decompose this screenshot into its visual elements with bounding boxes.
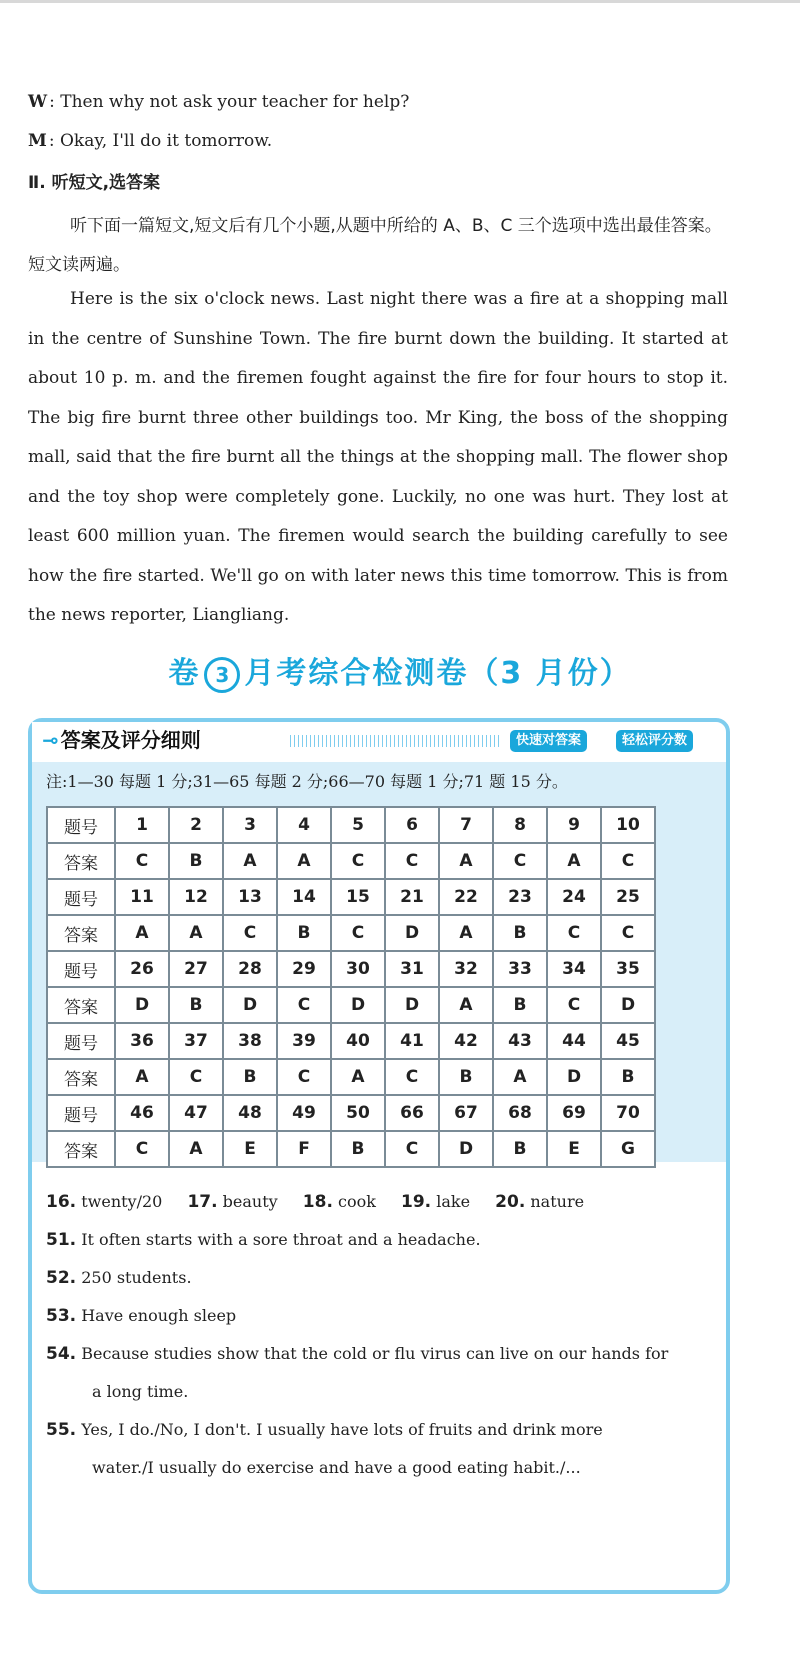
table-cell: 15 [331,879,385,915]
table-row [47,1059,655,1095]
table-cell: C [277,987,331,1023]
table-cell: 26 [115,951,169,987]
table-cell: 34 [547,951,601,987]
table-cell: B [223,1059,277,1095]
table-row [47,1095,655,1131]
listening-passage: Here is the six o'clock news. Last night there was a fire at a shopping mall in the centre of Sunshine Town. The fire burnt down the building. It started at about 10 p. m. and the firemen fought against the fire for four hours to stop it. The big fire burnt three other buildings too. Mr King, the boss of the shopping mall, said that the fire burnt all the things at the shopping mall. The flower shop and the toy shop were completely gone. Luckily, no one was hurt. They lost at least 600 million yuan. The firemen would search the building carefully to see how the fire started. We'll go on with later news this time tomorrow. This is from the news reporter, Liangliang. [28,289,728,625]
scoring-note: 注:1—30 每题 1 分;31—65 每题 2 分;66—70 每题 1 分;71 题 15 分。 [46,772,568,791]
table-cell: A [493,1059,547,1095]
table-cell: D [439,1131,493,1167]
question-number: 17. [187,1192,218,1212]
answer-table-area [32,762,726,1162]
dialogue-text: Then why not ask your teacher for help? [60,92,410,112]
speaker-label: W [28,92,48,112]
table-cell: 49 [277,1095,331,1131]
table-cell: C [385,843,439,879]
table-cell: 35 [601,951,655,987]
table-cell: C [277,1059,331,1095]
table-cell: B [493,987,547,1023]
table-cell: 43 [493,1023,547,1059]
answer-text: Because studies show that the cold or flu virus can live on our hands for [81,1344,669,1363]
easy-score-badge: 轻松评分数 [616,730,693,752]
answer-line-53 [46,1306,236,1326]
answer-text: It often starts with a sore throat and a headache. [81,1230,481,1249]
table-cell: 38 [223,1023,277,1059]
table-cell: A [169,1131,223,1167]
table-cell: A [547,843,601,879]
table-cell: F [277,1131,331,1167]
question-number: 54. [46,1344,77,1364]
paper-title-prefix: 卷 [168,656,201,691]
table-cell: 13 [223,879,277,915]
table-cell: B [439,1059,493,1095]
table-cell: 33 [493,951,547,987]
question-number: 19. [401,1192,432,1212]
table-cell: D [115,987,169,1023]
table-cell: E [547,1131,601,1167]
table-cell: C [493,843,547,879]
table-cell: 50 [331,1095,385,1131]
table-cell: 41 [385,1023,439,1059]
panel-header [32,722,726,758]
answer-text: lake [436,1192,471,1211]
row-label: 题号 [47,951,115,987]
table-cell: 70 [601,1095,655,1131]
pointer-arrow-icon: ⊸ [42,728,59,752]
table-cell: 21 [385,879,439,915]
table-cell: A [439,915,493,951]
question-number: 52. [46,1268,77,1288]
table-cell: C [601,843,655,879]
paper-title [0,648,800,693]
table-cell: 47 [169,1095,223,1131]
table-cell: 69 [547,1095,601,1131]
table-cell: 45 [601,1023,655,1059]
table-cell: 36 [115,1023,169,1059]
table-cell: 22 [439,879,493,915]
table-cell: A [115,1059,169,1095]
table-cell: 48 [223,1095,277,1131]
table-cell: C [115,1131,169,1167]
table-row [47,951,655,987]
table-cell: C [385,1059,439,1095]
table-cell: C [385,1131,439,1167]
table-cell: 40 [331,1023,385,1059]
table-cell: 28 [223,951,277,987]
answer-line-51 [46,1230,481,1250]
table-cell: 44 [547,1023,601,1059]
row-label: 题号 [47,1023,115,1059]
question-number: 18. [302,1192,333,1212]
paper-number-circle: 3 [204,657,240,693]
panel-heading [32,722,219,758]
table-cell: 27 [169,951,223,987]
table-cell: 24 [547,879,601,915]
table-cell: 12 [169,879,223,915]
answer-text: Have enough sleep [81,1306,237,1325]
table-cell: 9 [547,807,601,843]
table-row [47,879,655,915]
table-cell: A [277,843,331,879]
answer-line-55 [46,1420,603,1440]
answer-text: cook [338,1192,376,1211]
table-cell: E [223,1131,277,1167]
table-cell: C [331,915,385,951]
table-cell: B [277,915,331,951]
table-cell: C [115,843,169,879]
table-cell: A [439,843,493,879]
table-cell: 29 [277,951,331,987]
dialogue-line-w: W : Then why not ask your teacher for help? [28,92,410,112]
table-cell: 5 [331,807,385,843]
instruction-text: 听下面一篇短文,短文后有几个小题,从题中所给的 A、B、C 三个选项中选出最佳答案。短文读两遍。 [28,216,722,275]
answer-line-16-20 [46,1192,604,1212]
table-cell: B [331,1131,385,1167]
table-cell: 4 [277,807,331,843]
question-number: 53. [46,1306,77,1326]
dialogue-text: Okay, I'll do it tomorrow. [59,131,273,151]
question-number: 16. [46,1192,77,1212]
table-cell: C [169,1059,223,1095]
question-number: 51. [46,1230,77,1250]
answer-text: 250 students. [81,1268,192,1287]
table-cell: 3 [223,807,277,843]
table-cell: B [601,1059,655,1095]
table-row [47,1023,655,1059]
table-cell: A [169,915,223,951]
answer-panel [28,718,730,1594]
table-row [47,915,655,951]
table-cell: B [493,915,547,951]
table-cell: 66 [385,1095,439,1131]
table-cell: 31 [385,951,439,987]
table-cell: 37 [169,1023,223,1059]
answer-line-55-cont: water./I usually do exercise and have a good eating habit./... [92,1458,581,1477]
table-cell: C [547,987,601,1023]
table-cell: 23 [493,879,547,915]
table-cell: G [601,1131,655,1167]
table-cell: 14 [277,879,331,915]
row-label: 题号 [47,807,115,843]
table-cell: D [331,987,385,1023]
table-cell: B [169,987,223,1023]
panel-heading-text: 答案及评分细则 [60,728,201,752]
table-cell: 11 [115,879,169,915]
table-row [47,843,655,879]
table-row [47,987,655,1023]
table-row [47,807,655,843]
table-cell: A [439,987,493,1023]
row-label: 题号 [47,1095,115,1131]
table-cell: 8 [493,807,547,843]
table-row [47,1131,655,1167]
table-cell: A [331,1059,385,1095]
table-cell: 2 [169,807,223,843]
paper-title-text: 月考综合检测卷（3 月份） [244,656,632,691]
table-cell: D [547,1059,601,1095]
table-cell: 39 [277,1023,331,1059]
question-number: 55. [46,1420,77,1440]
row-label: 答案 [47,1131,115,1167]
speaker-label: M [28,131,47,151]
section-title: Ⅱ. 听短文,选答案 [28,173,161,193]
row-label: 答案 [47,843,115,879]
table-cell: 1 [115,807,169,843]
table-cell: C [223,915,277,951]
table-cell: A [223,843,277,879]
table-cell: D [223,987,277,1023]
table-cell: B [169,843,223,879]
table-cell: 6 [385,807,439,843]
table-cell: D [385,987,439,1023]
table-cell: C [331,843,385,879]
decorative-stripes [290,735,500,747]
row-label: 答案 [47,987,115,1023]
answer-line-54 [46,1344,668,1364]
table-cell: 67 [439,1095,493,1131]
table-cell: 10 [601,807,655,843]
row-label: 答案 [47,1059,115,1095]
table-cell: D [601,987,655,1023]
answer-text: twenty/20 [81,1192,163,1211]
table-cell: C [547,915,601,951]
table-cell: 42 [439,1023,493,1059]
table-cell: 46 [115,1095,169,1131]
question-number: 20. [495,1192,526,1212]
answer-text: beauty [222,1192,278,1211]
answer-line-52 [46,1268,192,1288]
table-cell: 25 [601,879,655,915]
answer-text: Yes, I do./No, I don't. I usually have lots of fruits and drink more [81,1420,603,1439]
top-divider [0,0,800,3]
table-cell: 30 [331,951,385,987]
answer-text: nature [530,1192,585,1211]
table-cell: A [115,915,169,951]
quick-check-badge: 快速对答案 [510,730,587,752]
row-label: 答案 [47,915,115,951]
answer-table [46,806,656,1168]
table-cell: D [385,915,439,951]
row-label: 题号 [47,879,115,915]
dialogue-line-m: M : Okay, I'll do it tomorrow. [28,131,273,151]
table-cell: 68 [493,1095,547,1131]
table-cell: 32 [439,951,493,987]
table-cell: B [493,1131,547,1167]
answer-line-54-cont: a long time. [92,1382,189,1401]
table-cell: C [601,915,655,951]
table-cell: 7 [439,807,493,843]
